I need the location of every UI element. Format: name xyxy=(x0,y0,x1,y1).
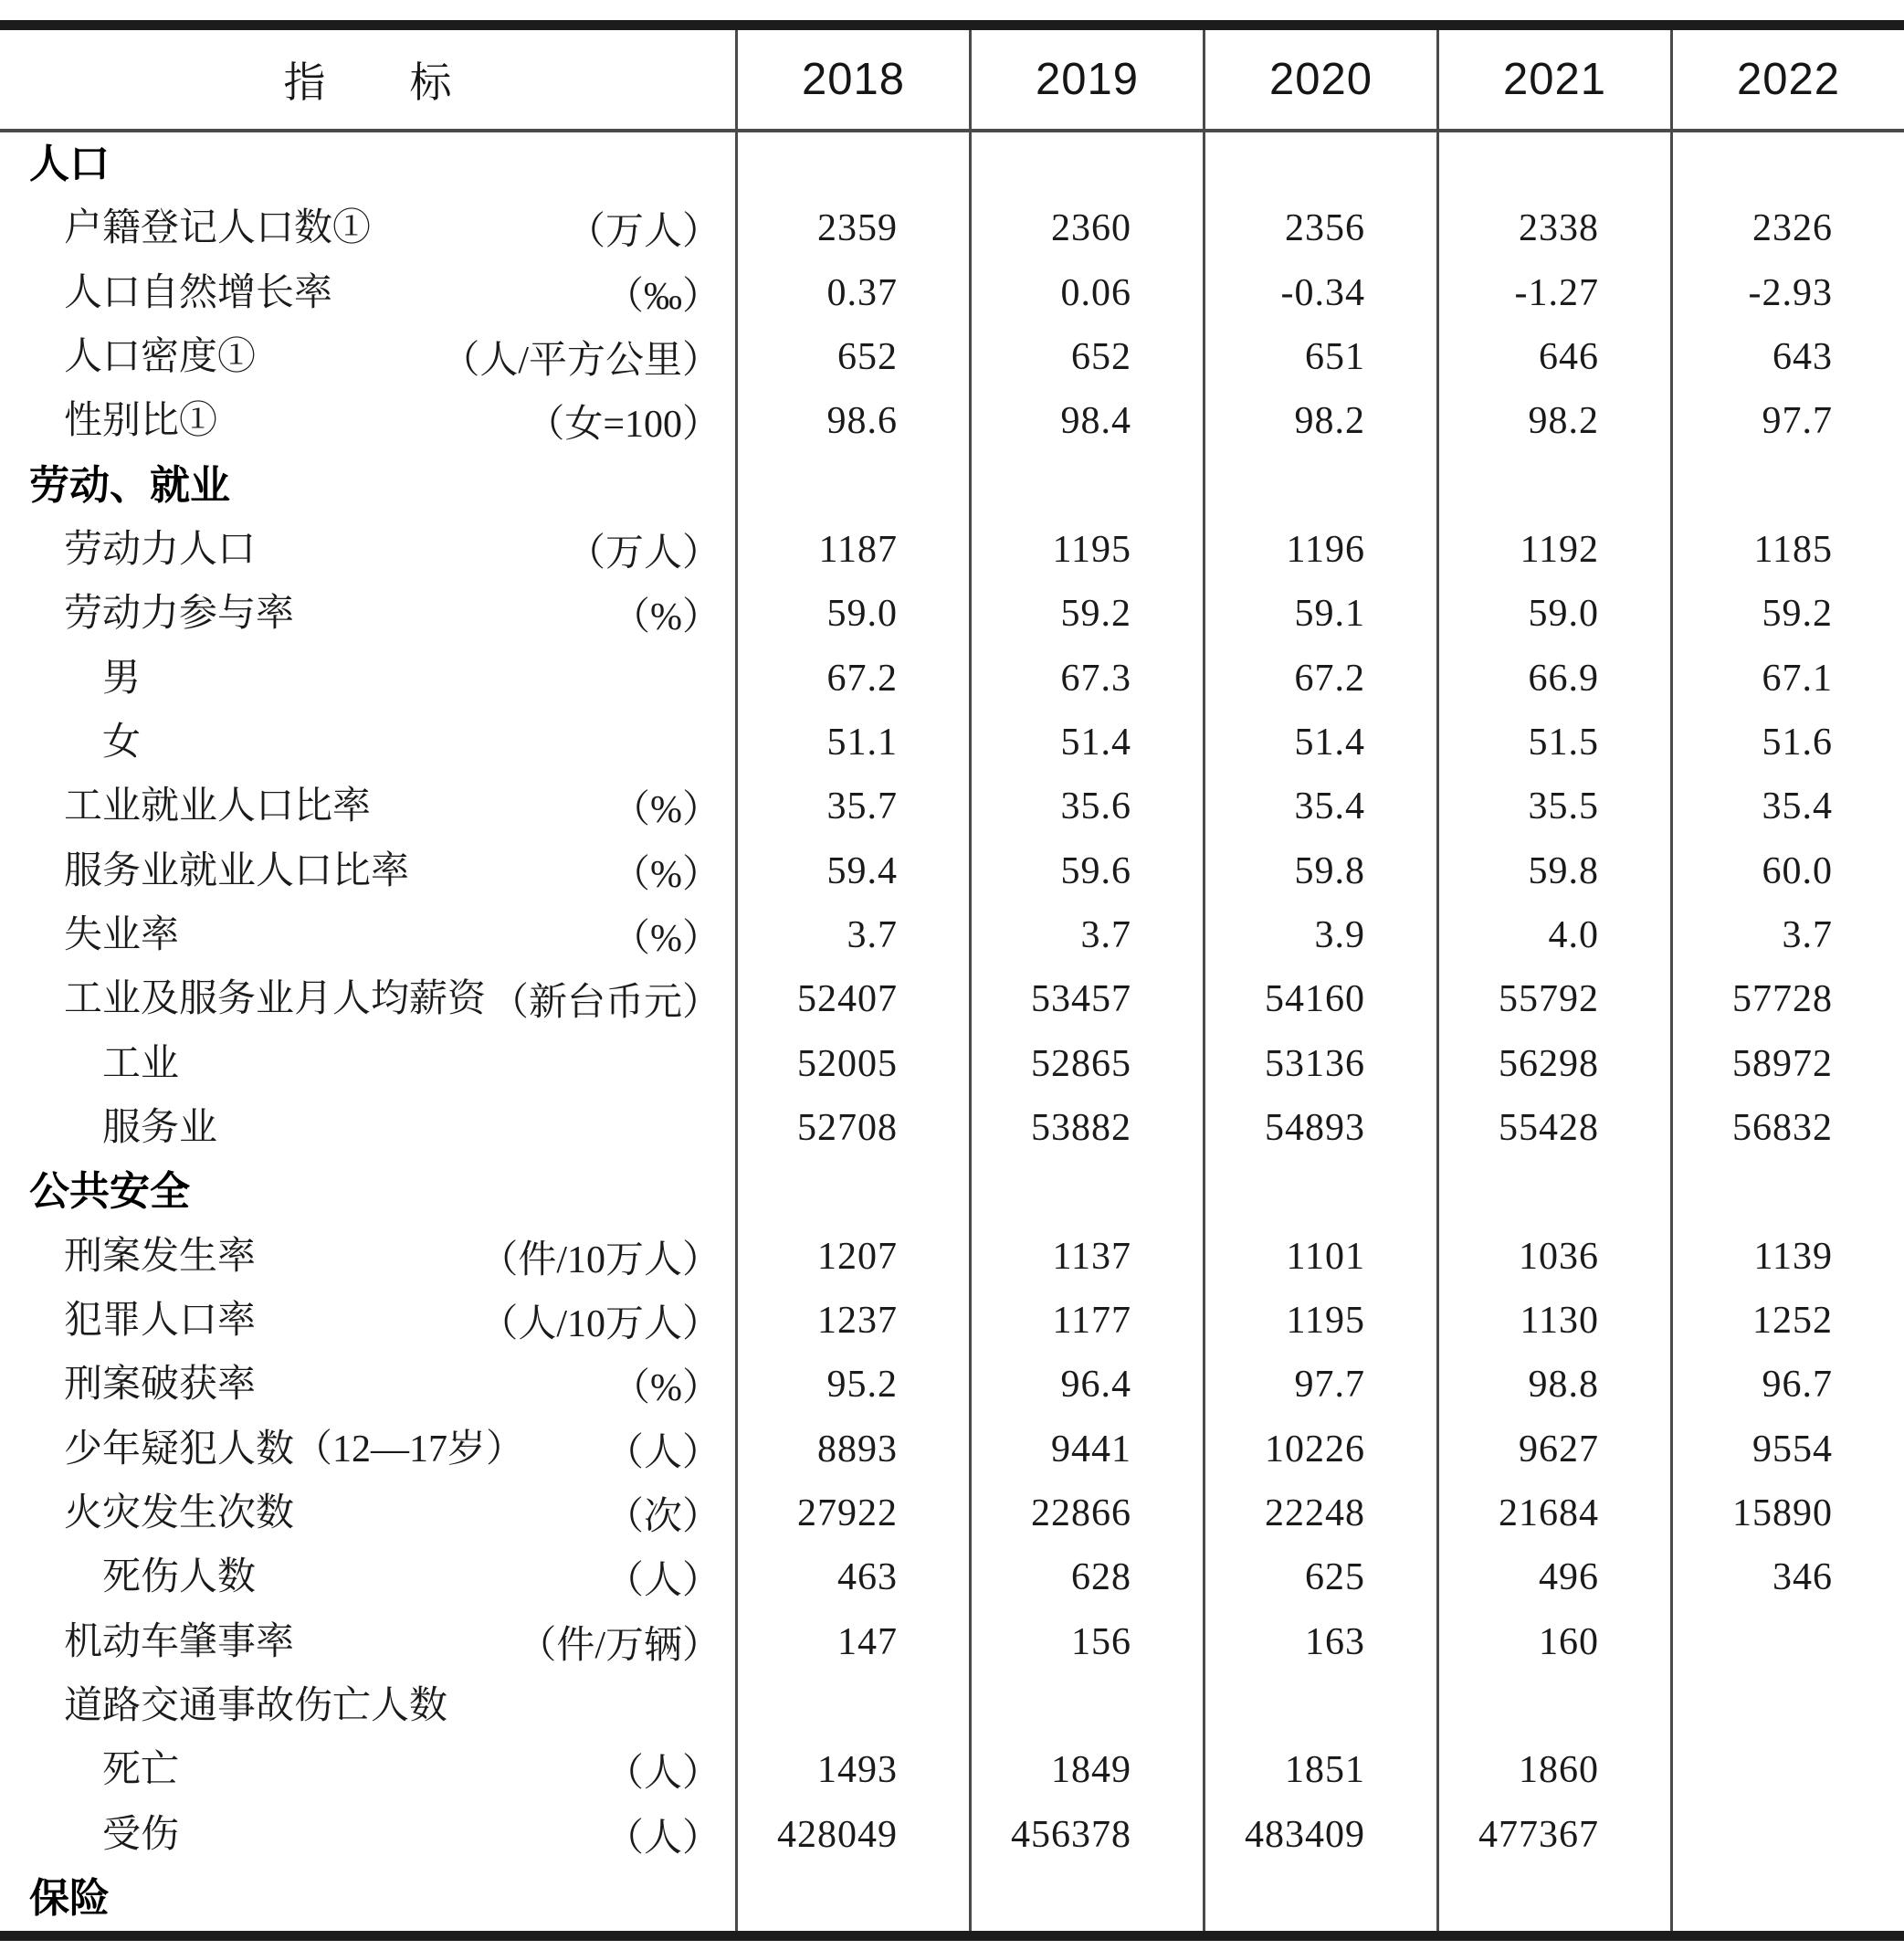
indicator-label: 女 xyxy=(102,722,142,764)
value-cell-2019: 67.3 xyxy=(969,647,1203,711)
table-header-row xyxy=(0,30,1904,132)
indicator-cell xyxy=(0,1867,735,1931)
year-label-2019: 2019 xyxy=(1035,55,1139,104)
data-row xyxy=(0,1610,1904,1674)
value-cell-2019 xyxy=(969,1160,1203,1224)
indicator-cell xyxy=(0,1481,735,1545)
value-cell-2018: 1187 xyxy=(735,518,969,582)
value-cell-2021 xyxy=(1436,454,1670,518)
value-cell-2019: 1137 xyxy=(969,1225,1203,1289)
indicator-cell xyxy=(0,903,735,967)
indicator-cell xyxy=(0,454,735,518)
value-cell-2021 xyxy=(1436,1674,1670,1738)
data-row xyxy=(0,1674,1904,1738)
value-cell-2020: 53136 xyxy=(1203,1032,1436,1096)
data-row xyxy=(0,389,1904,453)
value-cell-2020: 625 xyxy=(1203,1545,1436,1609)
value-cell-2018: 98.6 xyxy=(735,389,969,453)
value-cell-2018: 1207 xyxy=(735,1225,969,1289)
value-cell-2020: 59.1 xyxy=(1203,582,1436,646)
indicator-label: 工业就业人口比率 xyxy=(64,785,372,828)
indicator-label: 人口自然增长率 xyxy=(64,271,333,314)
year-header-cell-2021 xyxy=(1436,30,1670,129)
indicator-label: 少年疑犯人数（12—17岁） xyxy=(64,1428,525,1470)
data-row xyxy=(0,1096,1904,1160)
value-cell-2022: 9554 xyxy=(1670,1418,1904,1481)
value-cell-2021: 55428 xyxy=(1436,1096,1670,1160)
value-cell-2020: 163 xyxy=(1203,1610,1436,1674)
value-cell-2021: 1860 xyxy=(1436,1738,1670,1802)
section-label: 人口 xyxy=(29,142,110,187)
section-row xyxy=(0,454,1904,518)
indicator-cell xyxy=(0,1096,735,1160)
indicator-cell xyxy=(0,1225,735,1289)
value-cell-2021 xyxy=(1436,1867,1670,1931)
value-cell-2019: 456378 xyxy=(969,1803,1203,1867)
value-cell-2019: 1849 xyxy=(969,1738,1203,1802)
value-cell-2019: 96.4 xyxy=(969,1353,1203,1417)
unit-label: （人） xyxy=(605,1431,721,1474)
data-row xyxy=(0,325,1904,389)
unit-label: （人） xyxy=(605,1753,721,1796)
value-cell-2021: 56298 xyxy=(1436,1032,1670,1096)
value-cell-2019: 98.4 xyxy=(969,389,1203,453)
value-cell-2021: 646 xyxy=(1436,325,1670,389)
value-cell-2019: 1177 xyxy=(969,1289,1203,1353)
indicator-cell xyxy=(0,1545,735,1609)
value-cell-2018: 95.2 xyxy=(735,1353,969,1417)
value-cell-2020: 1851 xyxy=(1203,1738,1436,1802)
unit-label: （人） xyxy=(605,1817,721,1860)
section-row xyxy=(0,132,1904,196)
value-cell-2020 xyxy=(1203,1867,1436,1931)
value-cell-2018: 59.0 xyxy=(735,582,969,646)
value-cell-2022 xyxy=(1670,1160,1904,1224)
indicator-cell xyxy=(0,389,735,453)
section-label: 保险 xyxy=(29,1876,110,1922)
value-cell-2022: 67.1 xyxy=(1670,647,1904,711)
value-cell-2020: 1196 xyxy=(1203,518,1436,582)
indicator-cell xyxy=(0,967,735,1031)
value-cell-2021: 1130 xyxy=(1436,1289,1670,1353)
unit-label: （%） xyxy=(612,853,721,896)
value-cell-2018: 8893 xyxy=(735,1418,969,1481)
value-cell-2019 xyxy=(969,1674,1203,1738)
indicator-label: 工业及服务业月人均薪资 xyxy=(64,978,487,1021)
value-cell-2020: 67.2 xyxy=(1203,647,1436,711)
unit-label: （%） xyxy=(612,1367,721,1410)
value-cell-2018: 67.2 xyxy=(735,647,969,711)
data-row xyxy=(0,1225,1904,1289)
value-cell-2022: 1185 xyxy=(1670,518,1904,582)
value-cell-2019: 2360 xyxy=(969,196,1203,260)
value-cell-2019: 52865 xyxy=(969,1032,1203,1096)
value-cell-2020: 54893 xyxy=(1203,1096,1436,1160)
value-cell-2018 xyxy=(735,1160,969,1224)
unit-label: （%） xyxy=(612,789,721,832)
value-cell-2022: 51.6 xyxy=(1670,711,1904,775)
unit-label: （‰） xyxy=(605,275,721,318)
indicator-cell xyxy=(0,196,735,260)
value-cell-2018 xyxy=(735,454,969,518)
data-row xyxy=(0,1545,1904,1609)
data-row xyxy=(0,196,1904,260)
value-cell-2021: 66.9 xyxy=(1436,647,1670,711)
year-header-cell-2018 xyxy=(735,30,969,129)
value-cell-2022 xyxy=(1670,132,1904,196)
indicator-cell xyxy=(0,261,735,325)
indicator-header-label: 指 标 xyxy=(283,58,452,106)
unit-label: （%） xyxy=(612,596,721,639)
year-header-cell-2022 xyxy=(1670,30,1904,129)
table-body xyxy=(0,132,1904,1931)
value-cell-2022: 97.7 xyxy=(1670,389,1904,453)
year-label-2022: 2022 xyxy=(1736,55,1840,104)
value-cell-2018: 2359 xyxy=(735,196,969,260)
value-cell-2019: 0.06 xyxy=(969,261,1203,325)
value-cell-2022: 96.7 xyxy=(1670,1353,1904,1417)
indicator-label: 受伤 xyxy=(102,1813,180,1856)
value-cell-2018: 52407 xyxy=(735,967,969,1031)
value-cell-2019: 53882 xyxy=(969,1096,1203,1160)
value-cell-2020: 1101 xyxy=(1203,1225,1436,1289)
value-cell-2020 xyxy=(1203,132,1436,196)
value-cell-2021: 160 xyxy=(1436,1610,1670,1674)
value-cell-2019 xyxy=(969,1867,1203,1931)
value-cell-2019: 3.7 xyxy=(969,903,1203,967)
value-cell-2021: 98.2 xyxy=(1436,389,1670,453)
value-cell-2018: 463 xyxy=(735,1545,969,1609)
value-cell-2018 xyxy=(735,1674,969,1738)
indicator-cell xyxy=(0,1674,735,1738)
indicator-label: 人口密度① xyxy=(64,336,257,379)
section-row xyxy=(0,1160,1904,1224)
value-cell-2018: 1493 xyxy=(735,1738,969,1802)
value-cell-2021: 9627 xyxy=(1436,1418,1670,1481)
value-cell-2018: 147 xyxy=(735,1610,969,1674)
indicator-cell xyxy=(0,839,735,903)
value-cell-2019: 22866 xyxy=(969,1481,1203,1545)
unit-label: （件/10万人） xyxy=(479,1239,721,1281)
indicator-cell xyxy=(0,775,735,838)
indicator-cell xyxy=(0,1160,735,1224)
data-row xyxy=(0,647,1904,711)
value-cell-2019: 51.4 xyxy=(969,711,1203,775)
value-cell-2021 xyxy=(1436,1160,1670,1224)
indicator-cell xyxy=(0,1803,735,1867)
indicator-label: 道路交通事故伤亡人数 xyxy=(64,1685,448,1728)
value-cell-2020: 10226 xyxy=(1203,1418,1436,1481)
indicator-cell xyxy=(0,582,735,646)
value-cell-2021: -1.27 xyxy=(1436,261,1670,325)
value-cell-2021: 4.0 xyxy=(1436,903,1670,967)
value-cell-2020: 59.8 xyxy=(1203,839,1436,903)
value-cell-2021: 59.0 xyxy=(1436,582,1670,646)
year-label-2021: 2021 xyxy=(1502,55,1606,104)
value-cell-2022: 1252 xyxy=(1670,1289,1904,1353)
indicator-cell xyxy=(0,518,735,582)
value-cell-2019: 59.2 xyxy=(969,582,1203,646)
value-cell-2019: 628 xyxy=(969,1545,1203,1609)
data-row xyxy=(0,903,1904,967)
year-label-2018: 2018 xyxy=(801,55,905,104)
indicator-cell xyxy=(0,325,735,389)
value-cell-2018: 1237 xyxy=(735,1289,969,1353)
indicator-label: 机动车肇事率 xyxy=(64,1620,295,1663)
value-cell-2020: 51.4 xyxy=(1203,711,1436,775)
value-cell-2022: 35.4 xyxy=(1670,775,1904,838)
data-row xyxy=(0,1481,1904,1545)
value-cell-2021: 35.5 xyxy=(1436,775,1670,838)
value-cell-2020: 1195 xyxy=(1203,1289,1436,1353)
indicator-label: 户籍登记人口数① xyxy=(64,207,372,250)
indicator-label: 劳动力参与率 xyxy=(64,593,295,636)
value-cell-2018 xyxy=(735,132,969,196)
value-cell-2018: 52005 xyxy=(735,1032,969,1096)
value-cell-2022: 56832 xyxy=(1670,1096,1904,1160)
value-cell-2021: 59.8 xyxy=(1436,839,1670,903)
value-cell-2021 xyxy=(1436,132,1670,196)
value-cell-2022 xyxy=(1670,1738,1904,1802)
value-cell-2021: 2338 xyxy=(1436,196,1670,260)
data-row xyxy=(0,1738,1904,1802)
data-row xyxy=(0,1353,1904,1417)
value-cell-2022 xyxy=(1670,1674,1904,1738)
value-cell-2020: 98.2 xyxy=(1203,389,1436,453)
value-cell-2021: 1192 xyxy=(1436,518,1670,582)
indicator-cell xyxy=(0,1738,735,1802)
data-row xyxy=(0,839,1904,903)
indicator-label: 死亡 xyxy=(102,1749,180,1792)
value-cell-2022 xyxy=(1670,1867,1904,1931)
value-cell-2018: 652 xyxy=(735,325,969,389)
value-cell-2019: 9441 xyxy=(969,1418,1203,1481)
value-cell-2018: 3.7 xyxy=(735,903,969,967)
value-cell-2020: 97.7 xyxy=(1203,1353,1436,1417)
value-cell-2019: 1195 xyxy=(969,518,1203,582)
year-label-2020: 2020 xyxy=(1268,55,1373,104)
indicator-cell xyxy=(0,647,735,711)
indicator-cell xyxy=(0,132,735,196)
value-cell-2020: -0.34 xyxy=(1203,261,1436,325)
value-cell-2020: 2356 xyxy=(1203,196,1436,260)
data-row xyxy=(0,1418,1904,1481)
value-cell-2019 xyxy=(969,454,1203,518)
unit-label: （次） xyxy=(605,1496,721,1539)
data-row xyxy=(0,582,1904,646)
value-cell-2019: 53457 xyxy=(969,967,1203,1031)
unit-label: （%） xyxy=(612,918,721,961)
value-cell-2020 xyxy=(1203,454,1436,518)
data-row xyxy=(0,1032,1904,1096)
value-cell-2019: 156 xyxy=(969,1610,1203,1674)
value-cell-2019: 652 xyxy=(969,325,1203,389)
indicator-label: 服务业就业人口比率 xyxy=(64,849,410,892)
value-cell-2018: 35.7 xyxy=(735,775,969,838)
value-cell-2021: 477367 xyxy=(1436,1803,1670,1867)
data-row xyxy=(0,261,1904,325)
value-cell-2019: 35.6 xyxy=(969,775,1203,838)
value-cell-2018: 27922 xyxy=(735,1481,969,1545)
value-cell-2021: 496 xyxy=(1436,1545,1670,1609)
data-row xyxy=(0,1289,1904,1353)
value-cell-2022 xyxy=(1670,1610,1904,1674)
value-cell-2018: 52708 xyxy=(735,1096,969,1160)
value-cell-2022: 59.2 xyxy=(1670,582,1904,646)
indicator-label: 男 xyxy=(102,657,142,700)
indicator-cell xyxy=(0,1353,735,1417)
value-cell-2022: 1139 xyxy=(1670,1225,1904,1289)
data-row xyxy=(0,518,1904,582)
value-cell-2018: 0.37 xyxy=(735,261,969,325)
value-cell-2022 xyxy=(1670,1803,1904,1867)
unit-label: （件/万辆） xyxy=(518,1624,721,1667)
value-cell-2020: 3.9 xyxy=(1203,903,1436,967)
value-cell-2022: 643 xyxy=(1670,325,1904,389)
value-cell-2021: 55792 xyxy=(1436,967,1670,1031)
value-cell-2018: 59.4 xyxy=(735,839,969,903)
value-cell-2022 xyxy=(1670,454,1904,518)
unit-label: （人） xyxy=(605,1560,721,1603)
indicator-label: 服务业 xyxy=(102,1107,218,1150)
section-label: 公共安全 xyxy=(29,1169,190,1215)
value-cell-2020: 54160 xyxy=(1203,967,1436,1031)
value-cell-2022: 60.0 xyxy=(1670,839,1904,903)
indicator-cell xyxy=(0,1032,735,1096)
data-row xyxy=(0,775,1904,838)
value-cell-2022: 58972 xyxy=(1670,1032,1904,1096)
value-cell-2020: 483409 xyxy=(1203,1803,1436,1867)
data-row xyxy=(0,711,1904,775)
statistics-table xyxy=(0,20,1904,1941)
value-cell-2018: 51.1 xyxy=(735,711,969,775)
indicator-label: 劳动力人口 xyxy=(64,529,257,572)
indicator-cell xyxy=(0,1418,735,1481)
value-cell-2022: -2.93 xyxy=(1670,261,1904,325)
indicator-label: 火灾发生次数 xyxy=(64,1492,295,1535)
value-cell-2019 xyxy=(969,132,1203,196)
value-cell-2022: 346 xyxy=(1670,1545,1904,1609)
indicator-header-cell xyxy=(0,30,735,129)
year-header-cell-2020 xyxy=(1203,30,1436,129)
value-cell-2018: 428049 xyxy=(735,1803,969,1867)
unit-label: （女=100） xyxy=(526,404,721,447)
unit-label: （万人） xyxy=(566,211,721,254)
indicator-cell xyxy=(0,711,735,775)
unit-label: （人/10万人） xyxy=(479,1303,721,1346)
indicator-cell xyxy=(0,1289,735,1353)
section-row xyxy=(0,1867,1904,1931)
unit-label: （人/平方公里） xyxy=(441,340,721,383)
indicator-label: 死伤人数 xyxy=(102,1556,257,1599)
value-cell-2021: 51.5 xyxy=(1436,711,1670,775)
value-cell-2021: 21684 xyxy=(1436,1481,1670,1545)
indicator-label: 失业率 xyxy=(64,914,180,957)
value-cell-2022: 57728 xyxy=(1670,967,1904,1031)
value-cell-2022: 2326 xyxy=(1670,196,1904,260)
data-row xyxy=(0,1803,1904,1867)
indicator-label: 刑案破获率 xyxy=(64,1364,257,1407)
value-cell-2020: 35.4 xyxy=(1203,775,1436,838)
unit-label: （万人） xyxy=(566,532,721,575)
value-cell-2020: 22248 xyxy=(1203,1481,1436,1545)
indicator-label: 刑案发生率 xyxy=(64,1235,257,1278)
indicator-label: 性别比① xyxy=(64,400,218,443)
indicator-cell xyxy=(0,1610,735,1674)
year-header-cell-2019 xyxy=(969,30,1203,129)
value-cell-2020: 651 xyxy=(1203,325,1436,389)
value-cell-2021: 1036 xyxy=(1436,1225,1670,1289)
section-label: 劳动、就业 xyxy=(29,462,230,508)
value-cell-2018 xyxy=(735,1867,969,1931)
value-cell-2020 xyxy=(1203,1674,1436,1738)
indicator-label: 工业 xyxy=(102,1042,180,1085)
value-cell-2022: 3.7 xyxy=(1670,903,1904,967)
value-cell-2020 xyxy=(1203,1160,1436,1224)
indicator-label: 犯罪人口率 xyxy=(64,1300,257,1343)
value-cell-2019: 59.6 xyxy=(969,839,1203,903)
data-row xyxy=(0,967,1904,1031)
value-cell-2021: 98.8 xyxy=(1436,1353,1670,1417)
value-cell-2022: 15890 xyxy=(1670,1481,1904,1545)
unit-label: （新台币元） xyxy=(489,982,721,1025)
